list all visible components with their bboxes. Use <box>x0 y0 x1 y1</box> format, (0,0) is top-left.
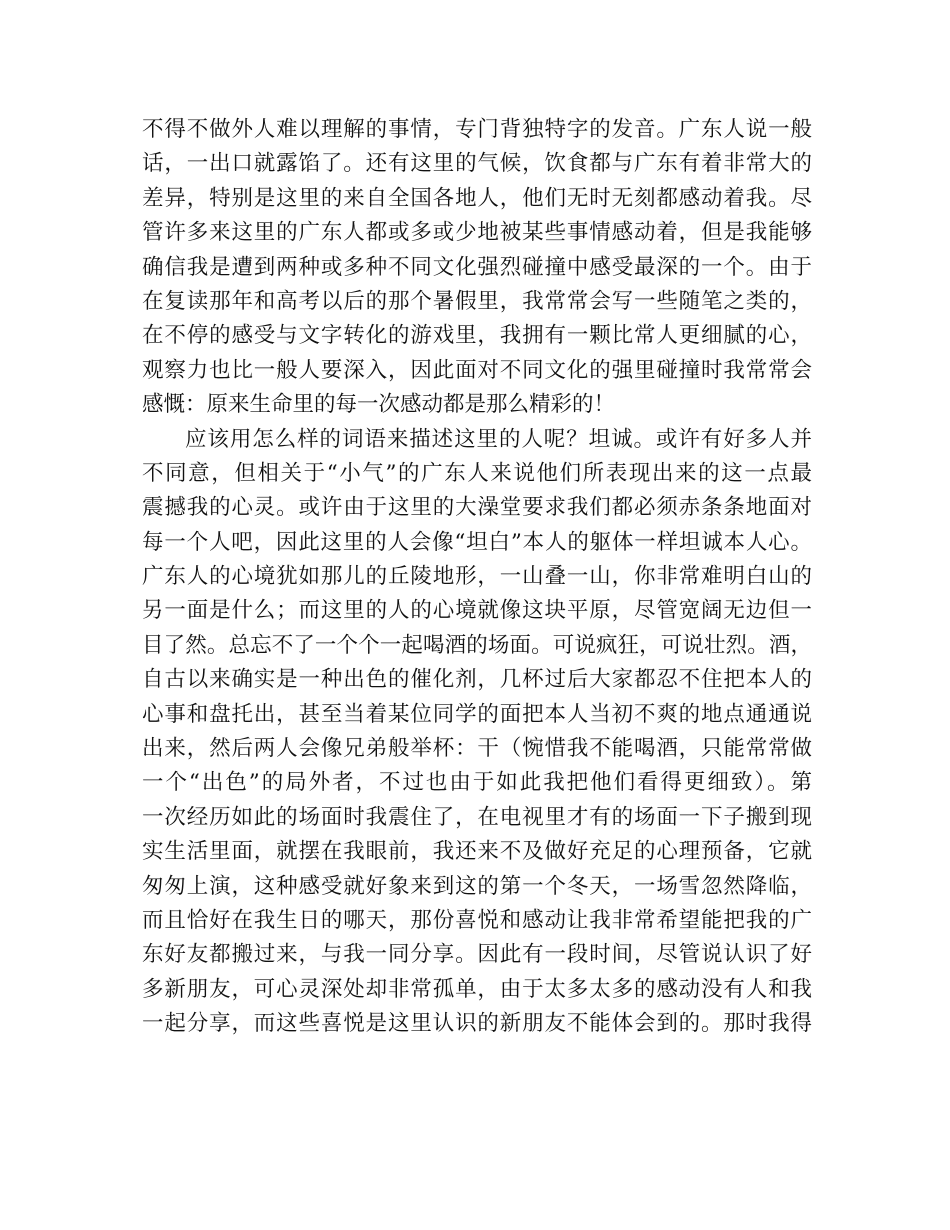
text-line: 在不停的感受与文字转化的游戏里，我拥有一颗比常人更细腻的心， <box>142 323 812 349</box>
document-body <box>142 113 812 1042</box>
text-line: 匆匆上演，这种感受就好象来到这的第一个冬天，一场雪忽然降临， <box>142 873 812 899</box>
paragraph <box>142 423 812 1042</box>
text-line: 广东人的心境犹如那儿的丘陵地形，一山叠一山，你非常难明白山的 <box>142 564 812 590</box>
text-line: 一个“出色”的局外者，不过也由于如此我把他们看得更细致）。第 <box>142 770 812 796</box>
text-line: 出来，然后两人会像兄弟般举杯：干（惋惜我不能喝酒，只能常常做 <box>142 736 812 762</box>
text-line: 确信我是遭到两种或多种不同文化强烈碰撞中感受最深的一个。由于 <box>142 254 812 280</box>
text-line: 实生活里面，就摆在我眼前，我还来不及做好充足的心理预备，它就 <box>142 839 812 865</box>
text-line: 感慨：原来生命里的每一次感动都是那么精彩的！ <box>142 392 616 418</box>
text-line: 一起分享，而这些喜悦是这里认识的新朋友不能体会到的。那时我得 <box>142 1011 812 1037</box>
text-line: 话，一出口就露馅了。还有这里的气候，饮食都与广东有着非常大的 <box>142 151 812 177</box>
text-line: 自古以来确实是一种出色的催化剂，几杯过后大家都忍不住把本人的 <box>142 667 812 693</box>
text-line: 不同意，但相关于“小气”的广东人来说他们所表现出来的这一点最 <box>142 460 812 486</box>
text-line: 另一面是什么；而这里的人的心境就像这块平原，尽管宽阔无边但一 <box>142 598 812 624</box>
text-line: 目了然。总忘不了一个个一起喝酒的场面。可说疯狂，可说壮烈。酒， <box>142 632 812 658</box>
text-line: 管许多来这里的广东人都或多或少地被某些事情感动着，但是我能够 <box>142 220 812 246</box>
text-line: 心事和盘托出，甚至当着某位同学的面把本人当初不爽的地点通通说 <box>142 701 812 727</box>
text-line: 应该用怎么样的词语来描述这里的人呢？坦诚。或许有好多人并 <box>185 426 812 452</box>
text-line: 震撼我的心灵。或许由于这里的大澡堂要求我们都必须赤条条地面对 <box>142 495 812 521</box>
text-line: 不得不做外人难以理解的事情，专门背独特字的发音。广东人说一般 <box>142 117 812 142</box>
text-line: 一次经历如此的场面时我震住了，在电视里才有的场面一下子搬到现 <box>142 804 812 830</box>
text-line: 差异，特别是这里的来自全国各地人，他们无时无刻都感动着我。尽 <box>142 185 812 211</box>
text-line: 观察力也比一般人要深入，因此面对不同文化的强里碰撞时我常常会 <box>142 357 812 383</box>
text-line: 东好友都搬过来，与我一同分享。因此有一段时间，尽管说认识了好 <box>142 942 812 968</box>
paragraph <box>142 113 812 423</box>
text-line: 每一个人吧，因此这里的人会像“坦白”本人的躯体一样坦诚本人心。 <box>142 529 812 555</box>
text-line: 而且恰好在我生日的哪天，那份喜悦和感动让我非常希望能把我的广 <box>142 907 812 933</box>
text-line: 在复读那年和高考以后的那个暑假里，我常常会写一些随笔之类的， <box>142 288 812 314</box>
text-line: 多新朋友，可心灵深处却非常孤单，由于太多太多的感动没有人和我 <box>142 976 812 1002</box>
